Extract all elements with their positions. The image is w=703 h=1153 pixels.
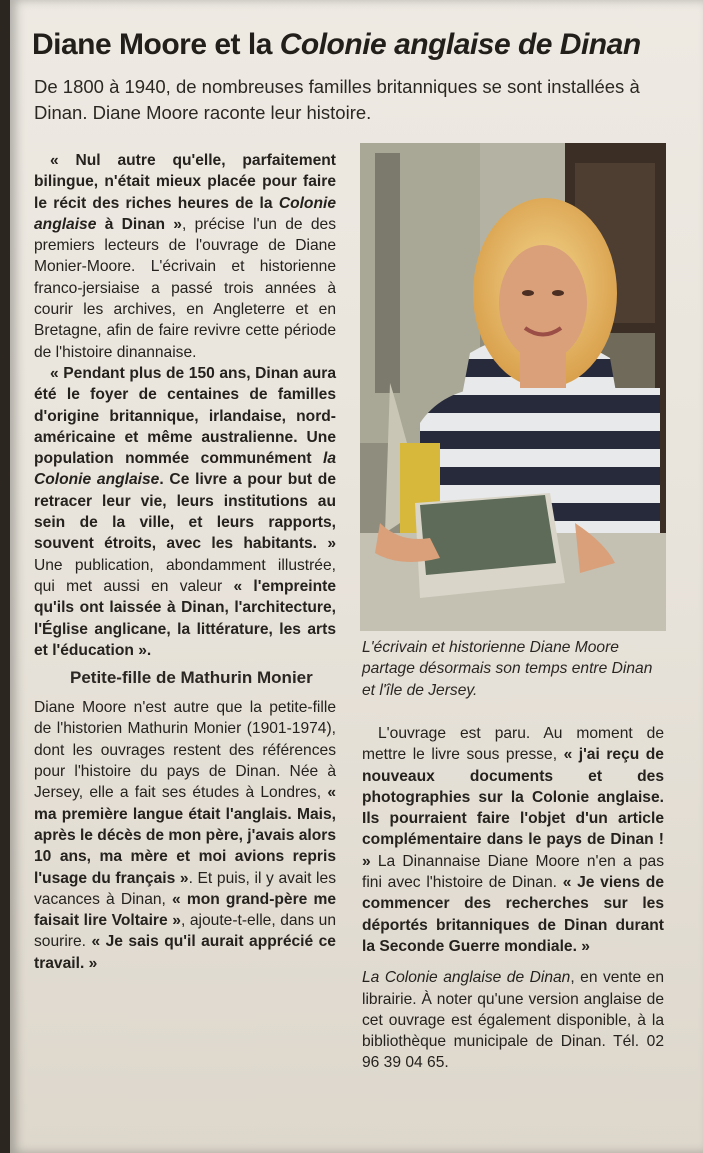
text-run: Une publication, abondamment illustrée, qui met aussi en valeur [34,556,336,595]
text-run: « j'ai reçu de nouveaux documents et des photographies sur la Colonie anglaise. Ils pourraient faire l'objet d'un article complémentaire dans le pays de Dinan ! » [362,746,664,870]
title-plain: Diane Moore et la [32,28,280,61]
text-run: « Nul autre qu'elle, parfaitement bilingue, n'était mieux placée pour faire le récit des riches heures de la [34,152,336,212]
paragraph-1 [34,150,336,363]
text-run: « Je viens de commencer des recherches sur les déportés britanniques de Dinan durant la Seconde Guerre mondiale. » [362,874,664,955]
photo-caption: L'écrivain et historienne Diane Moore partage désormais son temps entre Dinan et l'île de Jersey. [362,639,653,699]
paragraph-4 [362,723,664,957]
author-photo [360,143,666,631]
text-run: . Et puis, il y avait les vacances à Dinan, [34,869,336,908]
paragraph-3 [34,697,336,974]
text-run: . Ce livre a pour but de retracer leur vie, leurs institutions au sein de la ville, et leurs rapports, souvent étroits, avec les habitants. » [34,471,336,553]
subheading: Petite-fille de Mathurin Monier [70,668,313,688]
article-title [32,28,702,62]
title-italic: Colonie anglaise de Dinan [279,28,641,61]
text-run: L'ouvrage est paru. Au moment de mettre le livre sous presse, [362,725,664,764]
portrait-photo-icon [360,143,666,631]
paragraph-2 [34,363,336,661]
right-column [362,723,664,1074]
text-run: La Colonie anglaise de Dinan [362,969,571,987]
text-run: « ma première langue était l'anglais. Mais, après le décès de mon père, j'avais alors 10 ans, ma mère et moi avions repris l'usage du français » [34,784,336,887]
text-run: à Dinan » [96,215,182,233]
text-run: « Pendant plus de 150 ans, Dinan aura été le foyer de centaines de familles d'origine britannique, irlandaise, nord-américaine et même australienne. Une population nommée communément [34,364,336,468]
paragraph-5 [362,967,664,1073]
text-run: La Dinannaise Diane Moore n'en a pas fini avec l'histoire de Dinan. [362,852,664,892]
text-run: , en vente en librairie. À noter qu'une version anglaise de cet ouvrage est également disponible, à la bibliothèque municipale de Dinan. Tél. 02 96 39 04 65. [362,969,664,1072]
text-run: Colonie anglaise [34,194,336,233]
text-run: , précise l'un de des premiers lecteurs de l'ouvrage de Diane Monier-Moore. L'écrivain et historienne franco-jersiaise a passé trois années à courir les archives, en Angleterre et en Bretagne, afin de faire revivre cette période de l'histoire dinannaise. [34,215,336,361]
text-run: « mon grand-père me faisait lire Voltaire » [34,890,337,930]
text-run: Diane Moore n'est autre que la petite-fille de l'historien Mathurin Monier (1901-1974), dont les ouvrages restent des références pour l'histoire du pays de Dinan. Née à Jersey, elle a fait ses études à Londres, [34,699,336,802]
text-run: « Je sais qu'il aurait apprécié ce travail. » [34,933,336,972]
article-lede: De 1800 à 1940, de nombreuses familles britanniques se sont installées à Dinan. Diane Moore raconte leur histoire. [34,76,640,123]
text-run: la Colonie anglaise [34,450,336,489]
left-column [34,150,336,974]
text-run: , ajoute-t-elle, dans un sourire. [34,912,336,951]
text-run: « l'empreinte qu'ils ont laissée à Dinan, l'architecture, l'Église anglicane, la littérature, les arts et l'éducation ». [34,577,336,659]
newspaper-clipping [10,0,703,1153]
